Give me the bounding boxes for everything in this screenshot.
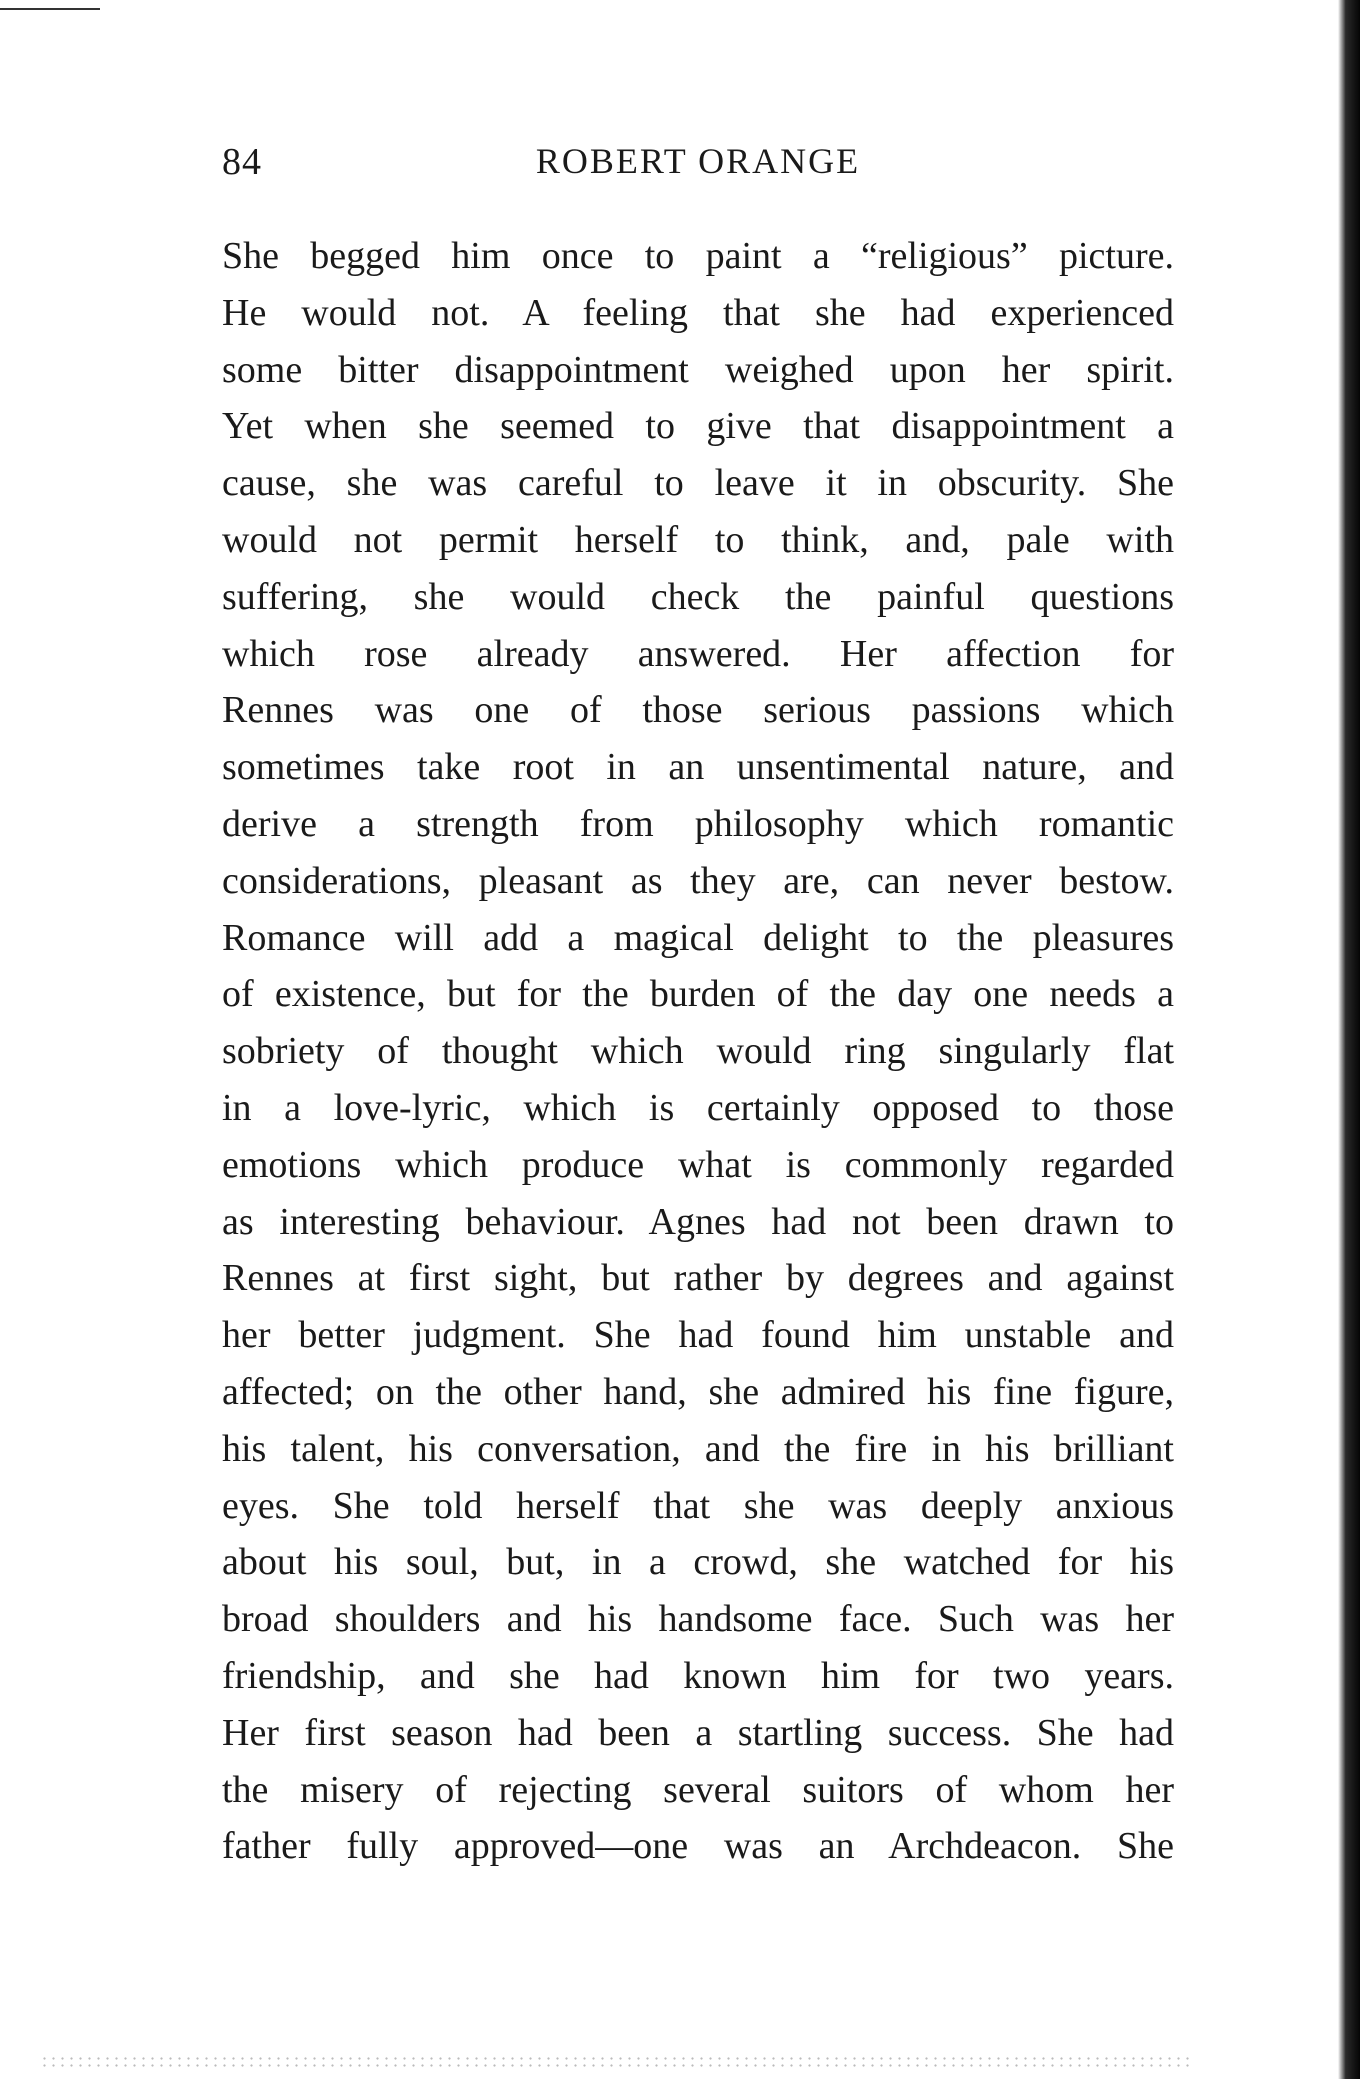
text-line: eyes. She told herself that she was deeply anxious: [222, 1484, 1174, 1527]
text-line: which rose already answered. Her affection for: [222, 632, 1174, 675]
page-header: [222, 140, 1174, 200]
text-line: would not permit herself to think, and, pale with: [222, 518, 1174, 561]
text-line: sobriety of thought which would ring singularly flat: [222, 1030, 1174, 1073]
top-edge-rule: [0, 8, 100, 10]
book-spine-edge: [1338, 0, 1360, 2079]
text-line: friendship, and she had known him for two years.: [222, 1654, 1174, 1697]
text-line: Rennes was one of those serious passions which: [222, 689, 1174, 732]
text-line: considerations, pleasant as they are, can never bestow.: [222, 859, 1174, 902]
text-line: sometimes take root in an unsentimental nature, and: [222, 746, 1174, 789]
running-title: ROBERT ORANGE: [535, 141, 861, 181]
text-line: Yet when she seemed to give that disappointment a: [222, 405, 1174, 448]
text-line: about his soul, but, in a crowd, she watched for his: [222, 1541, 1174, 1584]
text-line: of existence, but for the burden of the day one needs a: [222, 973, 1174, 1016]
text-line: as interesting behaviour. Agnes had not been drawn to: [222, 1200, 1174, 1243]
scan-specks: [40, 2055, 1190, 2069]
text-line: He would not. A feeling that she had experienced: [222, 291, 1174, 334]
text-line: Romance will add a magical delight to the pleasures: [222, 916, 1174, 959]
text-line: father fully approved—one was an Archdeacon. She: [222, 1825, 1174, 1868]
text-line: in a love-lyric, which is certainly opposed to those: [222, 1086, 1174, 1129]
body-text: [222, 228, 1174, 1875]
text-line: Rennes at first sight, but rather by degrees and against: [222, 1257, 1174, 1300]
text-line: the misery of rejecting several suitors of whom her: [222, 1768, 1174, 1811]
text-line: cause, she was careful to leave it in obscurity. She: [222, 462, 1174, 505]
text-line: her better judgment. She had found him unstable and: [222, 1314, 1174, 1357]
text-line: Her first season had been a startling success. She had: [222, 1711, 1174, 1754]
text-line: suffering, she would check the painful questions: [222, 575, 1174, 618]
text-line: derive a strength from philosophy which romantic: [222, 802, 1174, 845]
text-line: his talent, his conversation, and the fire in his brilliant: [222, 1427, 1174, 1470]
page-number: 84: [222, 141, 262, 183]
text-line: affected; on the other hand, she admired his fine figure,: [222, 1370, 1174, 1413]
text-line: emotions which produce what is commonly regarded: [222, 1143, 1174, 1186]
text-line: some bitter disappointment weighed upon her spirit.: [222, 348, 1174, 391]
text-line: She begged him once to paint a “religious” picture.: [222, 235, 1174, 277]
text-line: broad shoulders and his handsome face. Such was her: [222, 1598, 1174, 1641]
